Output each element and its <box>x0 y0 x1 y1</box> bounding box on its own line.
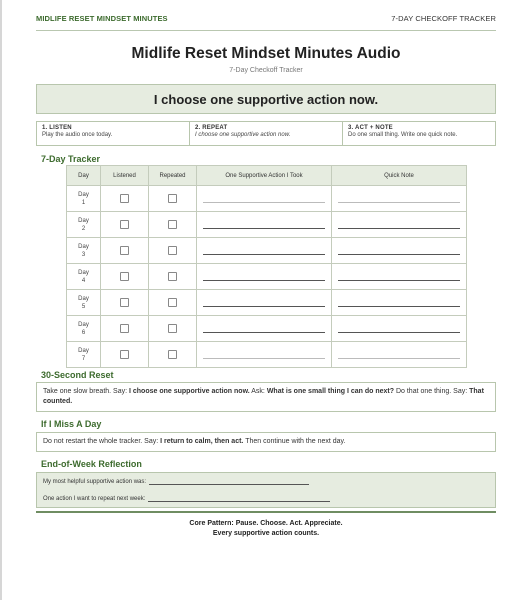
miss-emphasis: I return to calm, then act. <box>160 438 244 445</box>
repeated-checkbox[interactable] <box>168 272 177 281</box>
table-row <box>67 316 467 342</box>
reflection-prompt: My most helpful supportive action was: <box>43 479 147 485</box>
top-header <box>36 10 496 26</box>
page-subtitle: 7-Day Checkoff Tracker <box>229 67 303 74</box>
reflection-heading: End-of-Week Reflection <box>41 459 142 469</box>
note-field[interactable] <box>332 290 467 316</box>
tracker-heading: 7-Day Tracker <box>41 154 101 164</box>
listened-checkbox[interactable] <box>120 298 129 307</box>
listened-checkbox[interactable] <box>120 324 129 333</box>
footer-divider <box>36 511 496 513</box>
column-header: Listened <box>101 166 149 186</box>
footer <box>36 519 496 539</box>
reset-heading: 30-Second Reset <box>41 370 114 380</box>
reflection-prompt: One action I want to repeat next week: <box>43 496 146 502</box>
column-header: Day <box>67 166 101 186</box>
action-field[interactable] <box>197 316 332 342</box>
table-row <box>67 264 467 290</box>
step-text: Play the audio once today. <box>42 132 113 138</box>
reflection-answer-line[interactable] <box>149 477 309 485</box>
miss-heading: If I Miss A Day <box>41 419 102 429</box>
action-field[interactable] <box>197 264 332 290</box>
reset-emphasis: What is one small thing I can do next? <box>266 388 395 395</box>
listened-checkbox[interactable] <box>120 350 129 359</box>
repeated-checkbox[interactable] <box>168 194 177 203</box>
action-field[interactable] <box>197 186 332 212</box>
repeated-checkbox[interactable] <box>168 324 177 333</box>
reset-emphasis: I choose one supportive action now. <box>129 388 250 395</box>
listened-checkbox[interactable] <box>120 194 129 203</box>
action-field[interactable] <box>197 212 332 238</box>
step-repeat <box>190 122 343 145</box>
page-edge <box>0 0 2 600</box>
note-field[interactable] <box>332 264 467 290</box>
listened-checkbox[interactable] <box>120 272 129 281</box>
affirmation-banner: I choose one supportive action now. <box>36 84 496 114</box>
reset-emphasis: That counted. <box>43 388 484 405</box>
day-label: Day 5 <box>67 290 101 316</box>
reset-text: Do that one thing. Say: <box>394 388 470 395</box>
note-field[interactable] <box>332 212 467 238</box>
footer-tagline: Every supportive action counts. <box>212 530 320 537</box>
header-brand: MIDLIFE RESET MINDSET MINUTES <box>36 13 168 23</box>
reflection-row <box>43 494 330 502</box>
day-label: Day 2 <box>67 212 101 238</box>
step-title: 1. LISTEN <box>42 125 72 131</box>
tracker-table <box>66 165 467 368</box>
reflection-box <box>36 472 496 508</box>
miss-box <box>36 432 496 452</box>
tracker-header-row <box>67 166 467 186</box>
footer-pattern: Core Pattern: Pause. Choose. Act. Appreciate. <box>189 520 343 527</box>
header-doc-type: 7-DAY CHECKOFF TRACKER <box>391 13 496 23</box>
action-field[interactable] <box>197 238 332 264</box>
day-label: Day 4 <box>67 264 101 290</box>
action-field[interactable] <box>197 342 332 368</box>
miss-text: Then continue with the next day. <box>243 438 346 445</box>
step-title: 3. ACT + NOTE <box>348 125 393 131</box>
column-header: Repeated <box>149 166 197 186</box>
reset-text: Take one slow breath. Say: <box>43 388 129 395</box>
steps-panel <box>36 121 496 146</box>
day-label: Day 1 <box>67 186 101 212</box>
day-label: Day 3 <box>67 238 101 264</box>
repeated-checkbox[interactable] <box>168 298 177 307</box>
column-header: One Supportive Action I Took <box>197 166 332 186</box>
step-listen <box>37 122 190 145</box>
note-field[interactable] <box>332 316 467 342</box>
page-title: Midlife Reset Mindset Minutes Audio <box>131 45 401 62</box>
step-text: I choose one supportive action now. <box>195 132 291 138</box>
repeated-checkbox[interactable] <box>168 350 177 359</box>
step-text: Do one small thing. Write one quick note. <box>348 132 458 138</box>
action-field[interactable] <box>197 290 332 316</box>
repeated-checkbox[interactable] <box>168 220 177 229</box>
step-act-note <box>343 122 495 145</box>
day-label: Day 6 <box>67 316 101 342</box>
header-divider <box>36 30 496 31</box>
miss-text: Do not restart the whole tracker. Say: <box>43 438 161 445</box>
reflection-answer-line[interactable] <box>148 494 330 502</box>
step-title: 2. REPEAT <box>195 125 228 131</box>
table-row <box>67 212 467 238</box>
listened-checkbox[interactable] <box>120 220 129 229</box>
reset-text: Ask: <box>249 388 267 395</box>
note-field[interactable] <box>332 186 467 212</box>
reflection-row <box>43 477 309 485</box>
repeated-checkbox[interactable] <box>168 246 177 255</box>
table-row <box>67 290 467 316</box>
note-field[interactable] <box>332 238 467 264</box>
listened-checkbox[interactable] <box>120 246 129 255</box>
table-row <box>67 238 467 264</box>
reset-box <box>36 382 496 412</box>
table-row <box>67 186 467 212</box>
note-field[interactable] <box>332 342 467 368</box>
day-label: Day 7 <box>67 342 101 368</box>
column-header: Quick Note <box>332 166 467 186</box>
table-row <box>67 342 467 368</box>
